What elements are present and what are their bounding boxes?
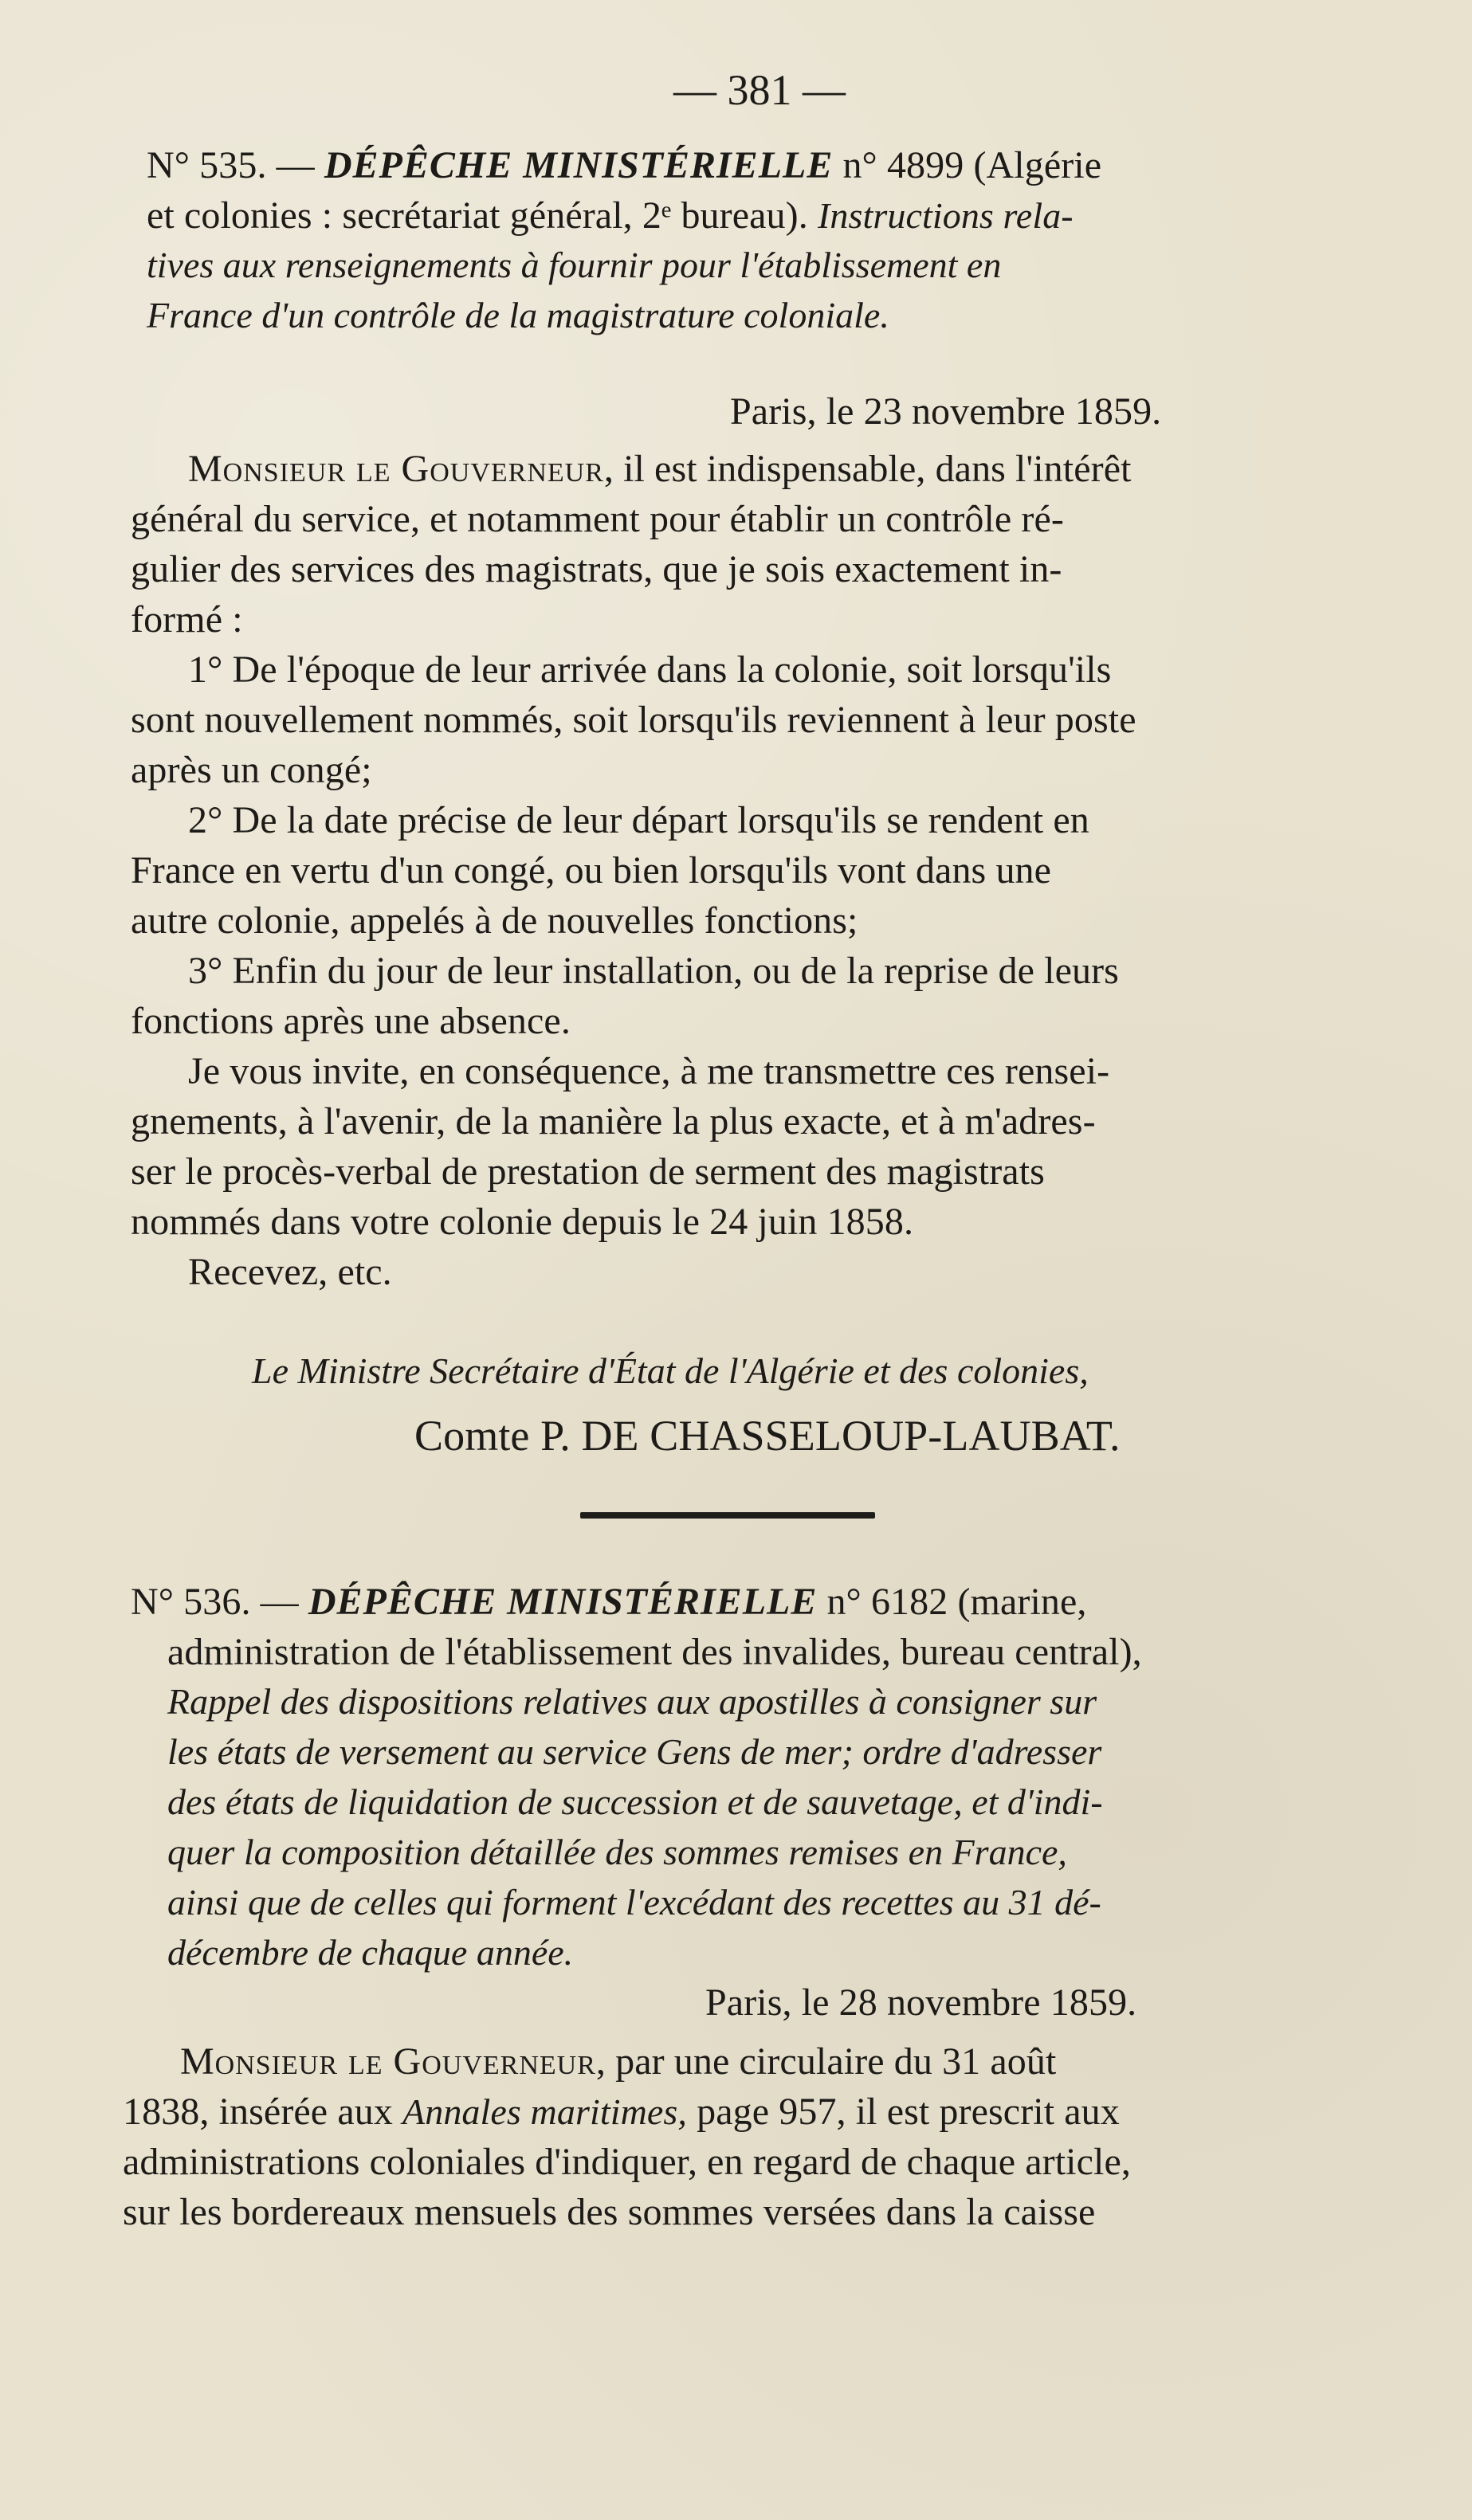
section-535-reference: n° 4899 (Algérie — [833, 144, 1102, 186]
section-536-body-line: administrations coloniales d'indiquer, en regard de chaque article, — [123, 2141, 1131, 2183]
section-535-body-line: sont nouvellement nommés, soit lorsqu'ils reviennent à leur poste — [131, 699, 1136, 741]
section-535-body-line: 2° De la date précise de leur départ lorsqu'ils se rendent en — [188, 799, 1089, 841]
section-536-salutation: Monsieur le Gouverneur — [180, 2040, 596, 2083]
section-535-body-line: nommés dans votre colonie depuis le 24 juin 1858. — [131, 1201, 914, 1243]
section-536-body-line — [123, 2093, 1120, 2131]
section-536-heading-line-2: administration de l'établissement des invalides, bureau central), — [167, 1631, 1142, 1673]
section-535-heading-line-1 — [147, 144, 1102, 186]
section-536-title: DÉPÊCHE MINISTÉRIELLE — [308, 1581, 818, 1623]
section-536-body-prefix: 1838, insérée aux — [123, 2091, 403, 2133]
section-536-italic-line: décembre de chaque année. — [167, 1932, 574, 1973]
section-535-body-line: Recevez, etc. — [188, 1251, 392, 1293]
section-535-body-line: ser le procès-verbal de prestation de serment des magistrats — [131, 1150, 1045, 1193]
section-536-opening-line — [180, 2040, 1057, 2083]
section-536-body-suffix: page 957, il est prescrit aux — [687, 2091, 1120, 2133]
section-536-italic-line: les états de versement au service Gens de mer; ordre d'adresser — [167, 1731, 1102, 1772]
section-536-italic-line: des états de liquidation de succession et de sauvetage, et d'indi- — [167, 1781, 1103, 1822]
section-535-heading-line-2-italic: Instructions rela- — [817, 195, 1074, 236]
section-divider-rule — [580, 1512, 875, 1519]
section-535-body-line: autre colonie, appelés à de nouvelles fonctions; — [131, 899, 858, 942]
section-535-number: N° 535. — — [147, 144, 324, 186]
section-535-date: Paris, le 23 novembre 1859. — [730, 390, 1162, 433]
section-536-body-line: sur les bordereaux mensuels des sommes versées dans la caisse — [123, 2191, 1096, 2233]
section-535-title: DÉPÊCHE MINISTÉRIELLE — [324, 144, 834, 186]
section-535-salutation: Monsieur le Gouverneur — [188, 448, 604, 490]
section-536-italic-line: ainsi que de celles qui forment l'excédant des recettes au 31 dé- — [167, 1882, 1101, 1922]
section-535-heading-line-2-text: et colonies : secrétariat général, 2ᵉ bureau). — [147, 194, 818, 237]
section-535-body-line: fonctions après une absence. — [131, 1000, 571, 1042]
section-536-number: N° 536. — — [131, 1581, 308, 1623]
section-536-heading-line-1 — [131, 1583, 1087, 1621]
page-number: — 381 — — [673, 66, 846, 114]
section-536-italic-line: quer la composition détaillée des sommes remises en France, — [167, 1832, 1067, 1872]
section-535-body-line: France en vertu d'un congé, ou bien lorsqu'ils vont dans une — [131, 849, 1052, 892]
section-535-body-line: Je vous invite, en conséquence, à me transmettre ces rensei- — [188, 1050, 1110, 1092]
section-536-body-italic: Annales maritimes, — [402, 2091, 688, 2132]
section-535-signature-title: Le Ministre Secrétaire d'État de l'Algérie et des colonies, — [252, 1350, 1089, 1391]
section-536-italic-line: Rappel des dispositions relatives aux apostilles à consigner sur — [167, 1681, 1097, 1722]
section-535-body-line: gnements, à l'avenir, de la manière la plus exacte, et à m'adres- — [131, 1100, 1096, 1142]
section-536-date: Paris, le 28 novembre 1859. — [705, 1981, 1137, 2024]
section-535-italic-line: France d'un contrôle de la magistrature coloniale. — [147, 295, 889, 335]
section-536-body-line: , par une circulaire du 31 août — [595, 2040, 1057, 2083]
section-535-body-line: 1° De l'époque de leur arrivée dans la colonie, soit lorsqu'ils — [188, 649, 1112, 691]
section-535-body-line: général du service, et notamment pour établir un contrôle ré- — [131, 498, 1064, 540]
section-535-body-line: , il est indispensable, dans l'intérêt — [603, 448, 1132, 490]
section-535-body-line: après un congé; — [131, 749, 372, 791]
section-535-body-line: formé : — [131, 598, 243, 641]
section-535-signature-name: Comte P. DE CHASSELOUP-LAUBAT. — [414, 1412, 1121, 1460]
section-535-body-line: 3° Enfin du jour de leur installation, ou de la reprise de leurs — [188, 950, 1119, 992]
section-535-opening-line — [188, 450, 1132, 488]
section-535-heading-line-2 — [147, 194, 1074, 237]
section-536-reference: n° 6182 (marine, — [817, 1581, 1087, 1623]
section-535-body-line: gulier des services des magistrats, que je sois exactement in- — [131, 548, 1062, 590]
section-535-italic-line: tives aux renseignements à fournir pour l'établissement en — [147, 245, 1002, 285]
